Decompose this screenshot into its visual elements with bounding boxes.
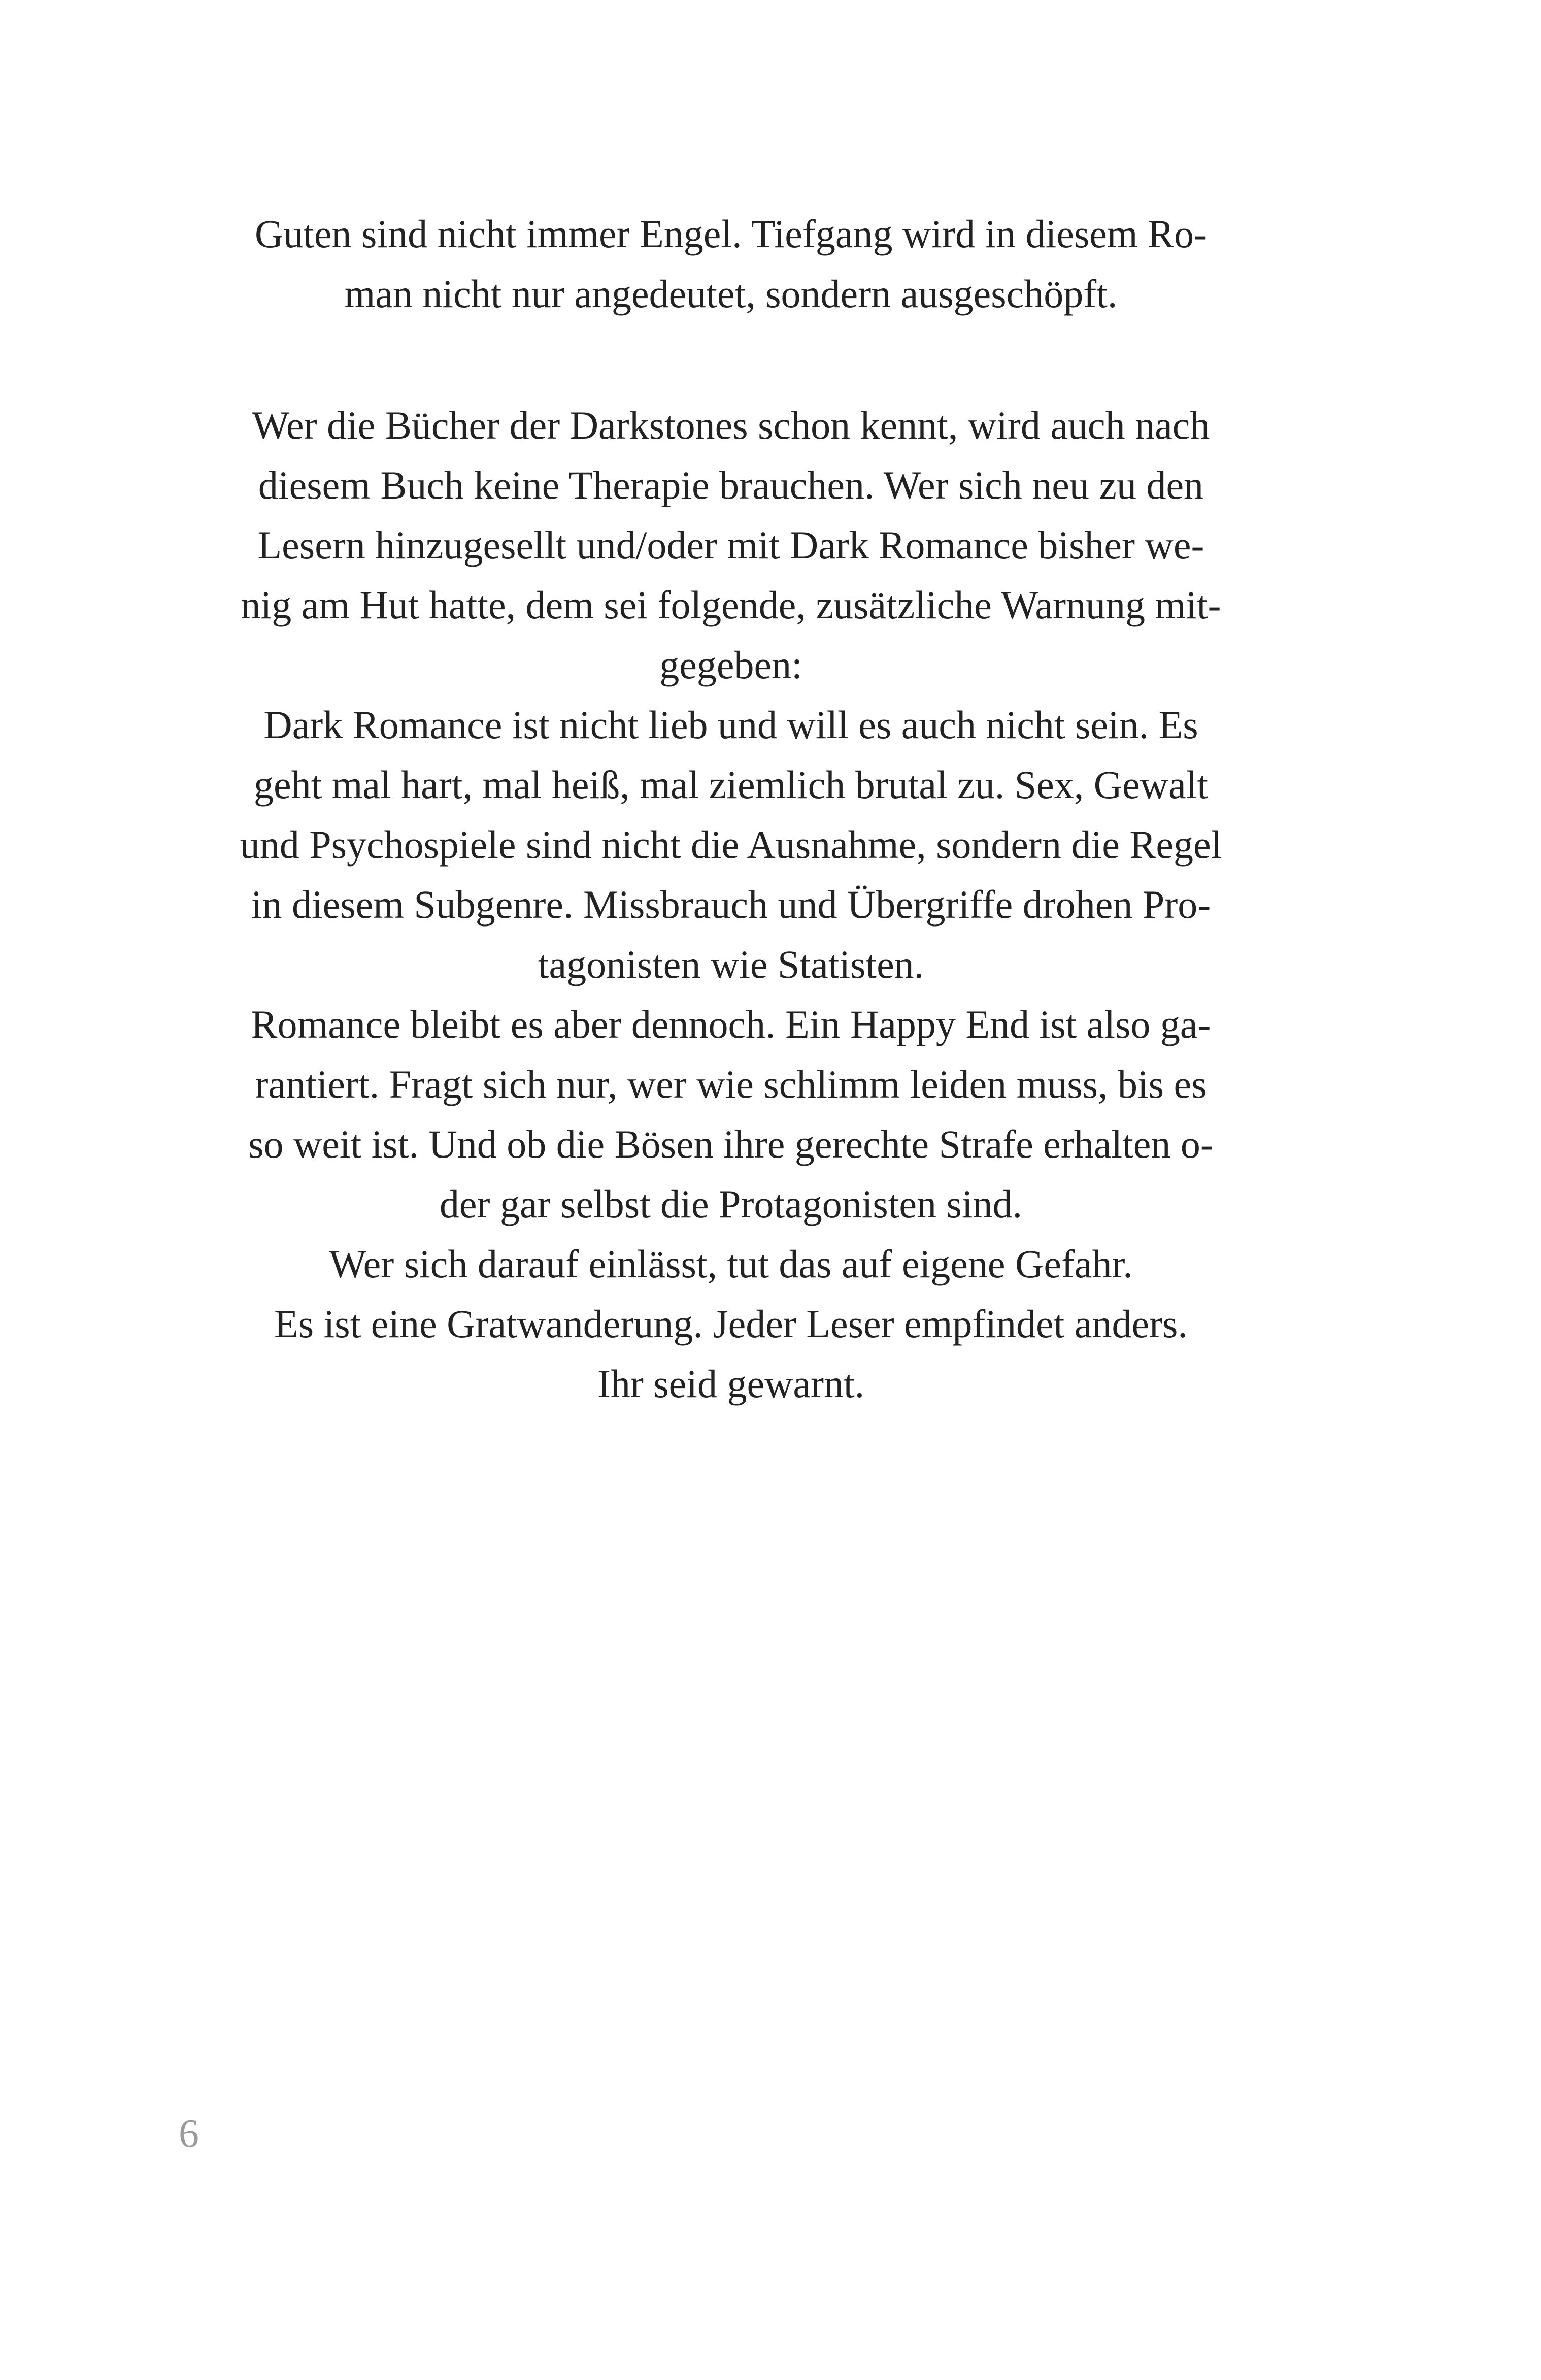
text-line: gegeben:	[659, 643, 802, 687]
text-line: in diesem Subgenre. Missbrauch und Übergriffe drohen Pro-	[251, 882, 1211, 927]
text-line: Lesern hinzugesellt und/oder mit Dark Romance bisher we-	[257, 523, 1204, 567]
text-line: Es ist eine Gratwanderung. Jeder Leser empfindet anders.	[274, 1302, 1188, 1346]
paragraph-gap	[168, 324, 1294, 395]
text-line: rantiert. Fragt sich nur, wer wie schlimm leiden muss, bis es	[255, 1062, 1207, 1106]
text-line: so weit ist. Und ob die Bösen ihre gerechte Strafe erhalten o-	[248, 1122, 1214, 1166]
text-line: man nicht nur angedeutet, sondern ausgeschöpft.	[344, 272, 1118, 316]
text-line: Guten sind nicht immer Engel. Tiefgang wird in diesem Ro-	[254, 212, 1208, 256]
page-number: 6	[179, 2111, 199, 2156]
text-line: Ihr seid gewarnt.	[597, 1362, 865, 1406]
body-text	[168, 204, 1294, 1414]
text-line: und Psychospiele sind nicht die Ausnahme, sondern die Regel	[240, 822, 1222, 867]
text-line: nig am Hut hatte, dem sei folgende, zusätzliche Warnung mit-	[241, 583, 1221, 627]
text-line: Romance bleibt es aber dennoch. Ein Happy End ist also ga-	[251, 1002, 1211, 1046]
text-line: diesem Buch keine Therapie brauchen. Wer sich neu zu den	[258, 463, 1204, 507]
text-line: Wer sich darauf einlässt, tut das auf eigene Gefahr.	[329, 1242, 1133, 1286]
text-line: Dark Romance ist nicht lieb und will es auch nicht sein. Es	[263, 703, 1198, 747]
text-line: tagonisten wie Statisten.	[538, 942, 924, 986]
text-line: Wer die Bücher der Darkstones schon kennt, wird auch nach	[252, 403, 1210, 447]
text-line: geht mal hart, mal heiß, mal ziemlich brutal zu. Sex, Gewalt	[253, 763, 1209, 807]
text-line: der gar selbst die Protagonisten sind.	[439, 1182, 1023, 1226]
